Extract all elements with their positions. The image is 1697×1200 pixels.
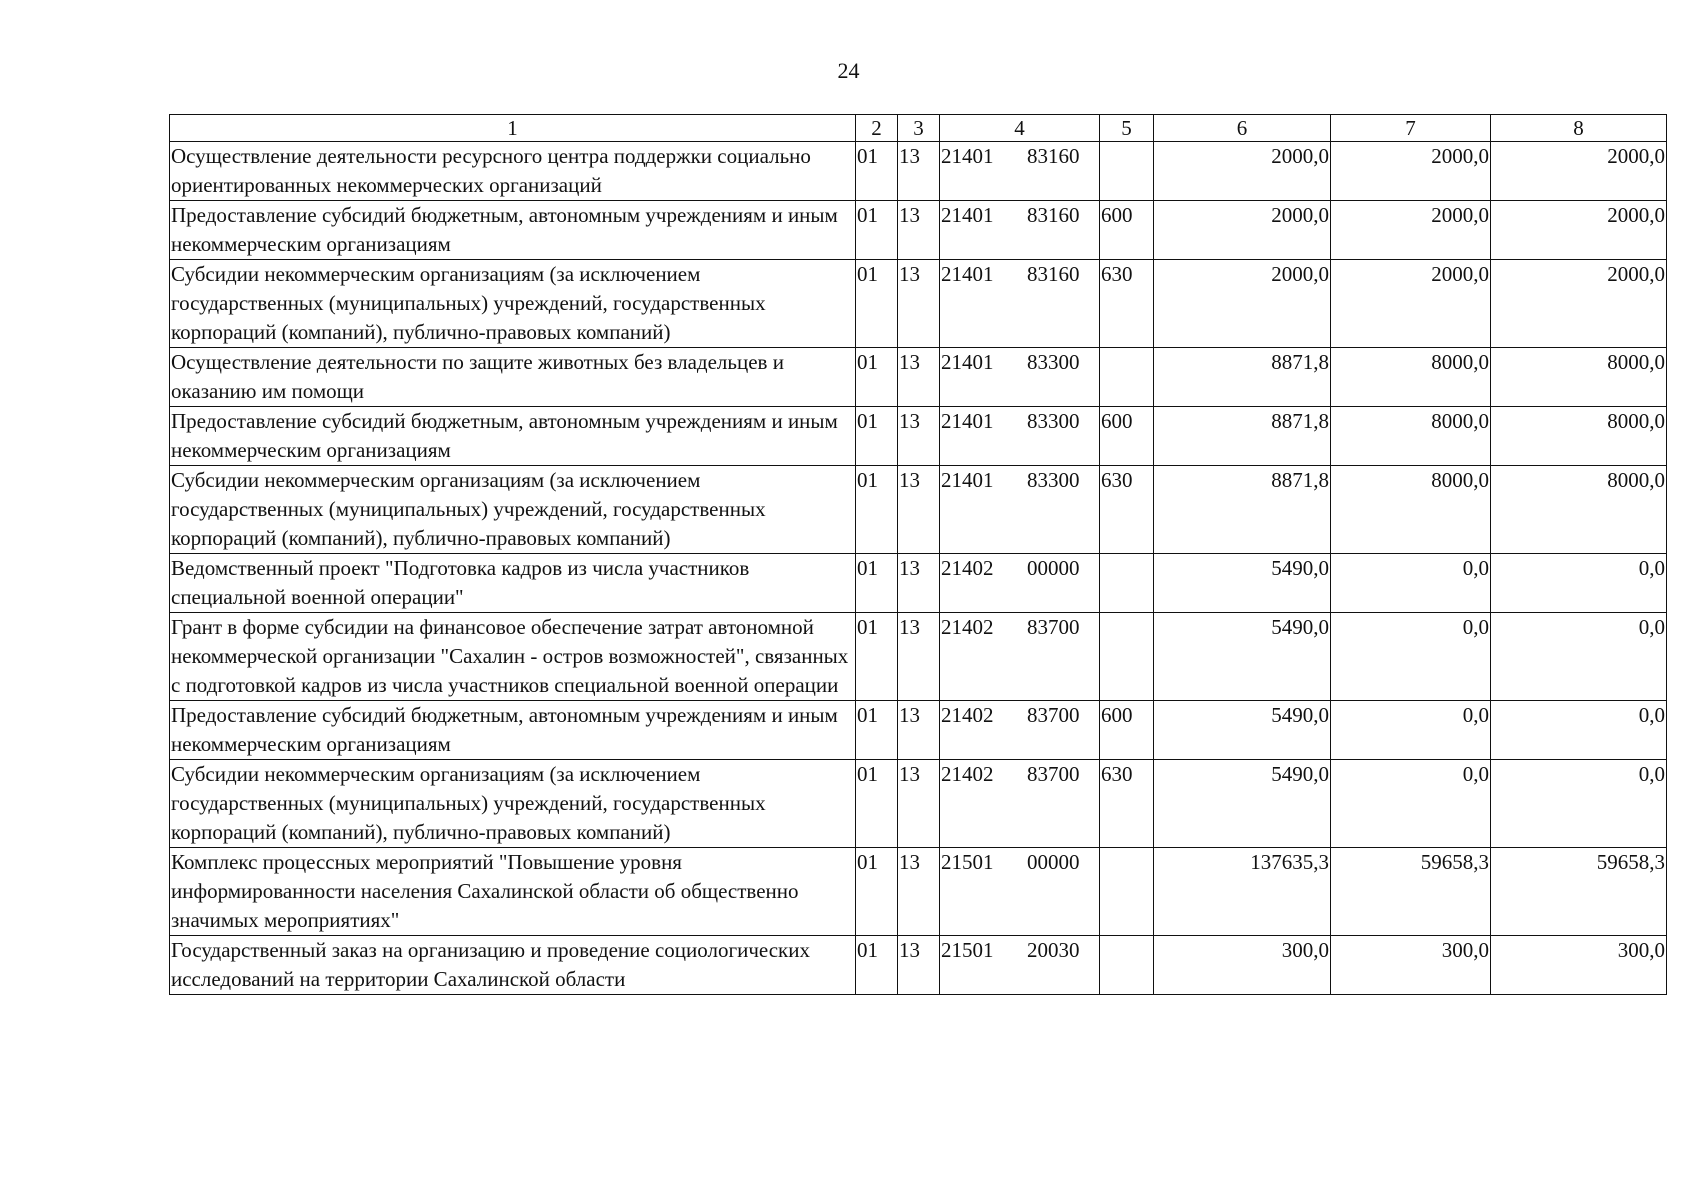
expense-type-code: 630 bbox=[1100, 760, 1154, 848]
table-row bbox=[170, 348, 1667, 407]
column-header: 3 bbox=[898, 115, 940, 142]
amount-col7: 0,0 bbox=[1331, 701, 1491, 760]
section-code: 01 bbox=[856, 613, 898, 701]
subsection-code: 13 bbox=[898, 201, 940, 260]
amount-col7: 8000,0 bbox=[1331, 466, 1491, 554]
table-row bbox=[170, 613, 1667, 701]
target-article-direction: 00000 bbox=[1027, 556, 1080, 580]
amount-col8: 0,0 bbox=[1491, 701, 1667, 760]
amount-col8: 2000,0 bbox=[1491, 201, 1667, 260]
subsection-code: 13 bbox=[898, 848, 940, 936]
target-article-direction: 83700 bbox=[1027, 762, 1080, 786]
target-article-program: 21501 bbox=[941, 850, 994, 874]
section-code: 01 bbox=[856, 466, 898, 554]
section-code: 01 bbox=[856, 407, 898, 466]
amount-col7: 0,0 bbox=[1331, 554, 1491, 613]
target-article-program: 21401 bbox=[941, 262, 994, 286]
target-article-direction: 83160 bbox=[1027, 203, 1080, 227]
row-name: Предоставление субсидий бюджетным, автономным учреждениям и иным некоммерческим организациям bbox=[170, 701, 856, 760]
row-name: Предоставление субсидий бюджетным, автономным учреждениям и иным некоммерческим организациям bbox=[170, 201, 856, 260]
amount-col6: 2000,0 bbox=[1154, 142, 1331, 201]
table-header bbox=[170, 115, 1667, 142]
row-name: Комплекс процессных мероприятий "Повышение уровня информированности населения Сахалинской области об общественно значимых мероприятиях" bbox=[170, 848, 856, 936]
target-article-code bbox=[940, 407, 1100, 466]
target-article-code bbox=[940, 348, 1100, 407]
amount-col7: 8000,0 bbox=[1331, 407, 1491, 466]
expense-type-code bbox=[1100, 554, 1154, 613]
row-name: Осуществление деятельности по защите животных без владельцев и оказанию им помощи bbox=[170, 348, 856, 407]
target-article-code bbox=[940, 554, 1100, 613]
row-name: Субсидии некоммерческим организациям (за исключением государственных (муниципальных) учреждений, государственных корпораций (компаний), публично-правовых компаний) bbox=[170, 260, 856, 348]
section-code: 01 bbox=[856, 201, 898, 260]
table-row bbox=[170, 554, 1667, 613]
subsection-code: 13 bbox=[898, 554, 940, 613]
amount-col7: 0,0 bbox=[1331, 613, 1491, 701]
amount-col7: 59658,3 bbox=[1331, 848, 1491, 936]
amount-col8: 8000,0 bbox=[1491, 407, 1667, 466]
target-article-program: 21402 bbox=[941, 615, 994, 639]
row-name: Субсидии некоммерческим организациям (за исключением государственных (муниципальных) учреждений, государственных корпораций (компаний), публично-правовых компаний) bbox=[170, 466, 856, 554]
column-header: 1 bbox=[170, 115, 856, 142]
amount-col6: 5490,0 bbox=[1154, 613, 1331, 701]
target-article-direction: 83300 bbox=[1027, 409, 1080, 433]
target-article-code bbox=[940, 142, 1100, 201]
target-article-program: 21401 bbox=[941, 409, 994, 433]
subsection-code: 13 bbox=[898, 407, 940, 466]
expense-type-code bbox=[1100, 348, 1154, 407]
column-header: 4 bbox=[940, 115, 1100, 142]
amount-col8: 0,0 bbox=[1491, 554, 1667, 613]
page-number: 24 bbox=[837, 58, 860, 83]
section-code: 01 bbox=[856, 936, 898, 995]
column-header: 2 bbox=[856, 115, 898, 142]
table-row bbox=[170, 936, 1667, 995]
table-row bbox=[170, 760, 1667, 848]
amount-col6: 5490,0 bbox=[1154, 701, 1331, 760]
table-row bbox=[170, 848, 1667, 936]
column-header: 7 bbox=[1331, 115, 1491, 142]
budget-table bbox=[169, 114, 1667, 995]
column-header: 8 bbox=[1491, 115, 1667, 142]
amount-col7: 2000,0 bbox=[1331, 201, 1491, 260]
row-name: Грант в форме субсидии на финансовое обеспечение затрат автономной некоммерческой организации "Сахалин - остров возможностей", связанных с подготовкой кадров из числа участников специальной военной операции bbox=[170, 613, 856, 701]
section-code: 01 bbox=[856, 348, 898, 407]
amount-col7: 300,0 bbox=[1331, 936, 1491, 995]
target-article-direction: 83700 bbox=[1027, 615, 1080, 639]
section-code: 01 bbox=[856, 554, 898, 613]
amount-col6: 5490,0 bbox=[1154, 554, 1331, 613]
expense-type-code bbox=[1100, 848, 1154, 936]
expense-type-code bbox=[1100, 936, 1154, 995]
expense-type-code: 630 bbox=[1100, 260, 1154, 348]
subsection-code: 13 bbox=[898, 613, 940, 701]
subsection-code: 13 bbox=[898, 348, 940, 407]
amount-col6: 8871,8 bbox=[1154, 348, 1331, 407]
amount-col6: 137635,3 bbox=[1154, 848, 1331, 936]
section-code: 01 bbox=[856, 760, 898, 848]
amount-col8: 8000,0 bbox=[1491, 466, 1667, 554]
target-article-code bbox=[940, 201, 1100, 260]
target-article-direction: 83160 bbox=[1027, 144, 1080, 168]
expense-type-code: 600 bbox=[1100, 701, 1154, 760]
target-article-code bbox=[940, 466, 1100, 554]
subsection-code: 13 bbox=[898, 760, 940, 848]
amount-col8: 2000,0 bbox=[1491, 142, 1667, 201]
target-article-direction: 00000 bbox=[1027, 850, 1080, 874]
target-article-direction: 83300 bbox=[1027, 468, 1080, 492]
amount-col8: 59658,3 bbox=[1491, 848, 1667, 936]
amount-col7: 8000,0 bbox=[1331, 348, 1491, 407]
target-article-program: 21501 bbox=[941, 938, 994, 962]
amount-col7: 2000,0 bbox=[1331, 260, 1491, 348]
section-code: 01 bbox=[856, 142, 898, 201]
table-row bbox=[170, 142, 1667, 201]
amount-col6: 8871,8 bbox=[1154, 466, 1331, 554]
expense-type-code: 630 bbox=[1100, 466, 1154, 554]
subsection-code: 13 bbox=[898, 142, 940, 201]
subsection-code: 13 bbox=[898, 936, 940, 995]
amount-col6: 300,0 bbox=[1154, 936, 1331, 995]
table-row bbox=[170, 407, 1667, 466]
amount-col6: 5490,0 bbox=[1154, 760, 1331, 848]
amount-col6: 8871,8 bbox=[1154, 407, 1331, 466]
expense-type-code: 600 bbox=[1100, 201, 1154, 260]
subsection-code: 13 bbox=[898, 701, 940, 760]
target-article-direction: 83300 bbox=[1027, 350, 1080, 374]
expense-type-code: 600 bbox=[1100, 407, 1154, 466]
target-article-program: 21401 bbox=[941, 468, 994, 492]
target-article-code bbox=[940, 260, 1100, 348]
row-name: Предоставление субсидий бюджетным, автономным учреждениям и иным некоммерческим организациям bbox=[170, 407, 856, 466]
target-article-code bbox=[940, 613, 1100, 701]
target-article-code bbox=[940, 848, 1100, 936]
target-article-direction: 20030 bbox=[1027, 938, 1080, 962]
row-name: Осуществление деятельности ресурсного центра поддержки социально ориентированных некоммерческих организаций bbox=[170, 142, 856, 201]
row-name: Государственный заказ на организацию и проведение социологических исследований на территории Сахалинской области bbox=[170, 936, 856, 995]
target-article-program: 21402 bbox=[941, 703, 994, 727]
amount-col7: 2000,0 bbox=[1331, 142, 1491, 201]
section-code: 01 bbox=[856, 260, 898, 348]
row-name: Субсидии некоммерческим организациям (за исключением государственных (муниципальных) учреждений, государственных корпораций (компаний), публично-правовых компаний) bbox=[170, 760, 856, 848]
amount-col7: 0,0 bbox=[1331, 760, 1491, 848]
expense-type-code bbox=[1100, 142, 1154, 201]
expense-type-code bbox=[1100, 613, 1154, 701]
row-name: Ведомственный проект "Подготовка кадров из числа участников специальной военной операции" bbox=[170, 554, 856, 613]
table-row bbox=[170, 466, 1667, 554]
target-article-program: 21402 bbox=[941, 762, 994, 786]
amount-col8: 2000,0 bbox=[1491, 260, 1667, 348]
target-article-code bbox=[940, 760, 1100, 848]
table-row bbox=[170, 260, 1667, 348]
section-code: 01 bbox=[856, 848, 898, 936]
target-article-direction: 83160 bbox=[1027, 262, 1080, 286]
column-header: 6 bbox=[1154, 115, 1331, 142]
subsection-code: 13 bbox=[898, 466, 940, 554]
amount-col8: 8000,0 bbox=[1491, 348, 1667, 407]
target-article-program: 21401 bbox=[941, 144, 994, 168]
amount-col8: 0,0 bbox=[1491, 613, 1667, 701]
target-article-program: 21402 bbox=[941, 556, 994, 580]
table-row bbox=[170, 701, 1667, 760]
table-row bbox=[170, 201, 1667, 260]
target-article-program: 21401 bbox=[941, 350, 994, 374]
target-article-program: 21401 bbox=[941, 203, 994, 227]
subsection-code: 13 bbox=[898, 260, 940, 348]
amount-col8: 300,0 bbox=[1491, 936, 1667, 995]
target-article-code bbox=[940, 701, 1100, 760]
amount-col6: 2000,0 bbox=[1154, 260, 1331, 348]
target-article-code bbox=[940, 936, 1100, 995]
target-article-direction: 83700 bbox=[1027, 703, 1080, 727]
section-code: 01 bbox=[856, 701, 898, 760]
amount-col8: 0,0 bbox=[1491, 760, 1667, 848]
column-header: 5 bbox=[1100, 115, 1154, 142]
amount-col6: 2000,0 bbox=[1154, 201, 1331, 260]
